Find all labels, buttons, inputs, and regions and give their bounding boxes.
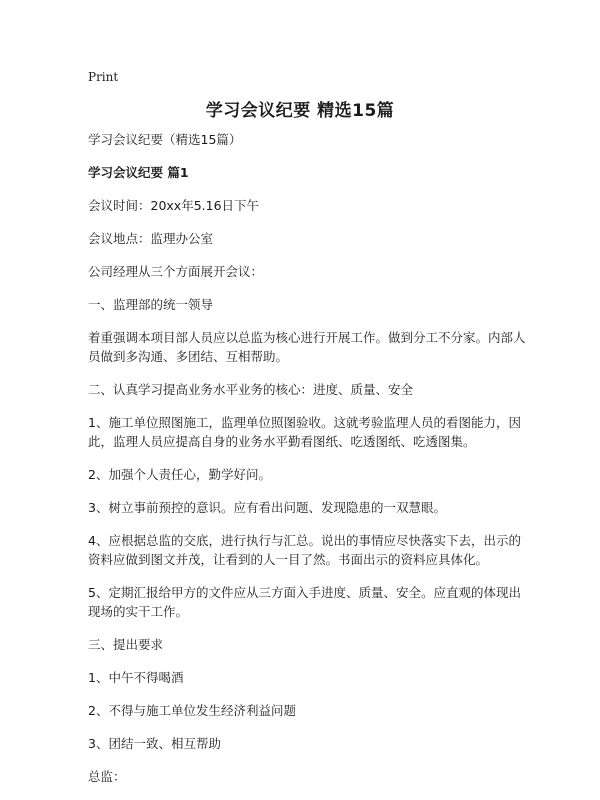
page-title: 学习会议纪要 精选15篇 [205,101,395,121]
meeting-location: 会议地点：监理办公室 [88,231,214,246]
document-body [88,130,528,800]
list-item: 5、定期汇报给甲方的文件应从三方面入手进度、质量、安全。应直观的体现出现场的实干工作。 [88,585,521,619]
list-item: 3、团结一致、相互帮助 [88,736,221,751]
list-item: 3、树立事前预控的意识。应有看出问题、发现隐患的一双慧眼。 [88,500,446,515]
heading-part-3: 三、提出要求 [88,637,164,652]
paragraph-leadership: 着重强调本项目部人员应以总监为核心进行开展工作。做到分工不分家。内部人员做到多沟通、多团结、互相帮助。 [88,330,526,364]
section-heading: 学习会议纪要 篇1 [88,165,189,180]
paragraph-intro: 公司经理从三个方面展开会议： [88,264,264,279]
heading-part-2: 二、认真学习提高业务水平业务的核心：进度、质量、安全 [88,382,414,397]
print-link[interactable]: Print [88,70,119,84]
signature-label: 总监： [88,769,126,784]
doc-subtitle: 学习会议纪要（精选15篇） [88,132,242,147]
list-item: 2、不得与施工单位发生经济利益问题 [88,703,296,718]
heading-part-1: 一、监理部的统一领导 [88,297,214,312]
list-item: 2、加强个人责任心，勤学好问。 [88,467,271,482]
list-item: 1、施工单位照图施工，监理单位照图验收。这就考验监理人员的看图能力，因此，监理人员应提高自身的业务水平勤看图纸、吃透图纸、吃透图集。 [88,415,521,449]
meeting-time: 会议时间：20xx年5.16日下午 [88,198,260,213]
list-item: 1、中午不得喝酒 [88,670,184,685]
list-item: 4、应根据总监的交底，进行执行与汇总。说出的事情应尽快落实下去，出示的资料应做到图文并茂，让看到的人一目了然。书面出示的资料应具体化。 [88,533,521,567]
